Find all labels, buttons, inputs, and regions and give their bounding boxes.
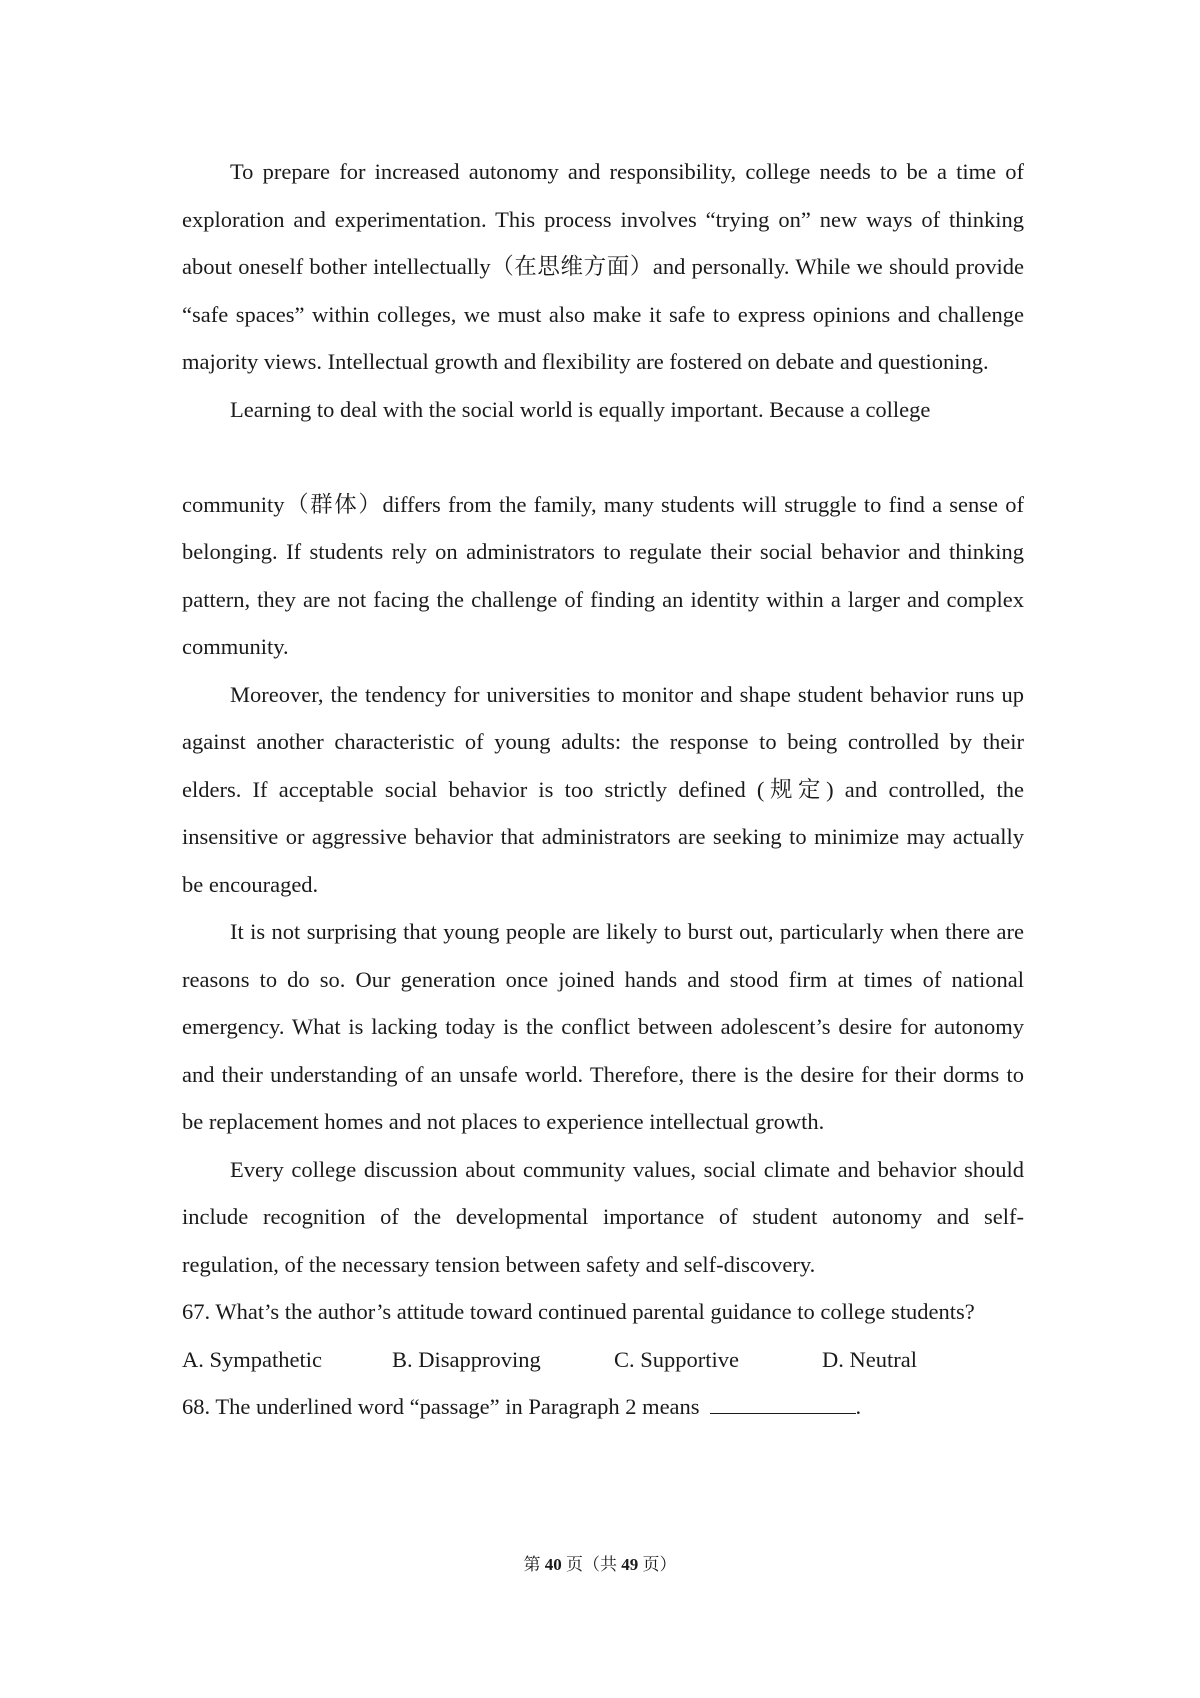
footer-middle: 页（共 xyxy=(561,1555,622,1574)
option-d: D. Neutral xyxy=(822,1346,917,1372)
question-68 xyxy=(182,1383,1024,1431)
question-67-options xyxy=(182,1336,1024,1384)
footer-page-number: 40 xyxy=(544,1555,562,1574)
document-body xyxy=(182,148,1024,1431)
option-c: C. Supportive xyxy=(614,1346,740,1372)
page-break-gap xyxy=(182,433,1024,481)
paragraph-social-world: Learning to deal with the social world is equally important. Because a college xyxy=(230,396,931,422)
paragraph-monitoring: Moreover, the tendency for universities to monitor and shape student behavior runs up against another characteristic of young adults: the response to being controlled by their elders. If acceptable social behavior is too strictly defined (规定) and controlled, the insensitive or aggressive behavior that administrators are seeking to minimize may actually be encouraged. xyxy=(182,681,1024,897)
question-67: 67. What’s the author’s attitude toward continued parental guidance to college students? xyxy=(182,1299,975,1324)
paragraph-community: community（群体）differs from the family, many students will struggle to find a sense of belonging. If students rely on administrators to regulate their social behavior and thinking pattern, they are not facing the challenge of finding an identity within a larger and complex community. xyxy=(182,491,1024,659)
footer-suffix: 页） xyxy=(638,1555,677,1574)
footer-total-pages: 49 xyxy=(621,1555,639,1574)
option-a: A. Sympathetic xyxy=(182,1346,322,1372)
footer-prefix: 第 xyxy=(523,1555,545,1574)
answer-blank xyxy=(710,1393,856,1414)
paragraph-autonomy: To prepare for increased autonomy and responsibility, college needs to be a time of exploration and experimentation. This process involves “trying on” new ways of thinking about oneself bother intellectually（在思维方面）and personally. While we should provide “safe spaces” within colleges, we must also make it safe to express opinions and challenge majority views. Intellectual growth and flexibility are fostered on debate and questioning. xyxy=(182,159,1024,374)
question-68-end: . xyxy=(855,1394,862,1419)
option-b: B. Disapproving xyxy=(392,1346,541,1372)
page-footer xyxy=(0,1553,1200,1577)
question-68-text: 68. The underlined word “passage” in Paragraph 2 means xyxy=(182,1394,700,1419)
paragraph-discussion: Every college discussion about community values, social climate and behavior should include recognition of the developmental importance of student autonomy and self-regulation, of the necessary tension between safety and self-discovery. xyxy=(182,1156,1024,1277)
paragraph-burst-out: It is not surprising that young people are likely to burst out, particularly when there are reasons to do so. Our generation once joined hands and stood firm at times of national emergency. What is lacking today is the conflict between adolescent’s desire for autonomy and their understanding of an unsafe world. Therefore, there is the desire for their dorms to be replacement homes and not places to experience intellectual growth. xyxy=(182,919,1024,1134)
